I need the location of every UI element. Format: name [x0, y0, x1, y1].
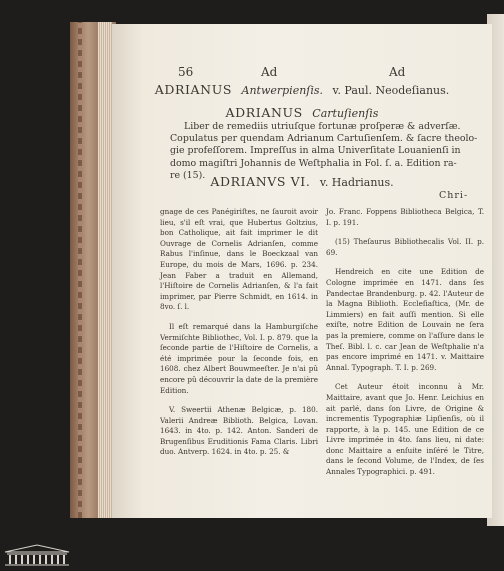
running-head-right: Ad: [389, 65, 406, 79]
entry-heading-cartusiensis: ADRIANUS Cartuſienſis: [225, 105, 379, 120]
footnote-paragraph: Cet Auteur étoit inconnu à Mr. Maittaire, avant que Jo. Henr. Leichius en ait parlé, dans ſon Livre, de Origine & incrementis Typographiæ Lipſienſis, où il rapporte, à la p. 145. une Edition de ce Livre imprimée in 4to. ſans lieu, ni date: donc Maittaire a enſuite inſéré le Titre, dans le ſecond Volume, de l'Index, de ſes Annales Typographici. p. 491.: [326, 382, 484, 477]
footnote-paragraph: V. Sweertii Athenæ Belgicæ, p. 180. Valerii Andreæ Biblioth. Belgica, Lovan. 1643. in 4to. p. 142. Anton. Sanderi de Brugenſibus Eruditionis Fama Claris. Libri duo. Antverp. 1624. in 4to. p. 25. &: [160, 405, 318, 457]
footnote-paragraph: Hendreich en cite une Edition de Cologne imprimée en 1471. dans ſes Pandectae Brandenburg. p. 42. l'Auteur de la Magna Biblioth. Eccleſiaſtica, (Mr. de Limmiers) en fait auſſi mention. Si elle exiſte, notre Edition de Louvain ne ſera pas la premiere, comme on l'aſſure dans le Theſ. Bibl. l. c. car Jean de Weſtphalie n'a pas encore imprimé en 1471. v. Maittaire Annal. Typograph. T. I. p. 269.: [326, 267, 484, 372]
entry-heading-antwerpiensis: ADRIANUS Antwerpienſis. v. Paul. Neodeſianus.: [154, 82, 450, 97]
footnote-column-right: [326, 207, 484, 487]
footnote-column-left: [160, 207, 318, 467]
page-number: 56: [178, 65, 194, 79]
binding-texture: [78, 22, 82, 518]
running-head-left: Ad: [261, 65, 278, 79]
catchword: Chri-: [439, 190, 469, 201]
footnote-paragraph: Il eſt remarqué dans la Hamburgiſche Vermiſchte Bibliothec, Vol. I. p. 879. que la ſeconde partie de l'Hiſtoire de Cornelis, a été imprimée pour la ſeconde fois, en 1608. chez Albert Bouwmeeſter. Je n'ai pû encore pû découvrir la date de la première Edition.: [160, 321, 318, 395]
entry-heading-adrianus-vi: ADRIANVS VI. v. Hadrianus.: [210, 174, 394, 189]
footnote-paragraph: gnage de ces Panégiriſtes, ne ſauroit avoir lieu, s'il eſt vrai, que Hubertus Goltzius, bon Catholique, ait fait imprimer le dit Ouvrage de Cornelis Adrianſen, comme Rabus l'inſinue, dans le Boeckzaal van Europe, du mois de Mars, 1696. p. 234. Jean Faber a traduit en Allemand, l'Hiſtoire de Cornelis Adrianſen, & l'a fait imprimer, par Pierre Schmidt, en 1614. in 8vo. ſ. l.: [160, 207, 318, 312]
entry-body: Liber de remediis utriuſque fortunæ proſperæ & adverſæ. Copulatus per quendam Adrianum Cartuſienſem. & ſacre theolo- gie profeſſorem. Impreſſus in alma Univerſitate Louanienſi in domo magiſtri Johannis de Weſtphalia in Fol. ſ. a. Edition ra- re (15).: [170, 121, 478, 181]
page-edges: [98, 22, 112, 518]
footnote-paragraph: (15) Theſaurus Bibliothecalis Vol. II. p. 69.: [326, 237, 484, 257]
book-page: [112, 24, 492, 518]
library-building-icon: [3, 543, 71, 567]
footnote-paragraph: Jo. Franc. Foppens Bibliotheca Belgica, T. I. p. 191.: [326, 207, 484, 227]
